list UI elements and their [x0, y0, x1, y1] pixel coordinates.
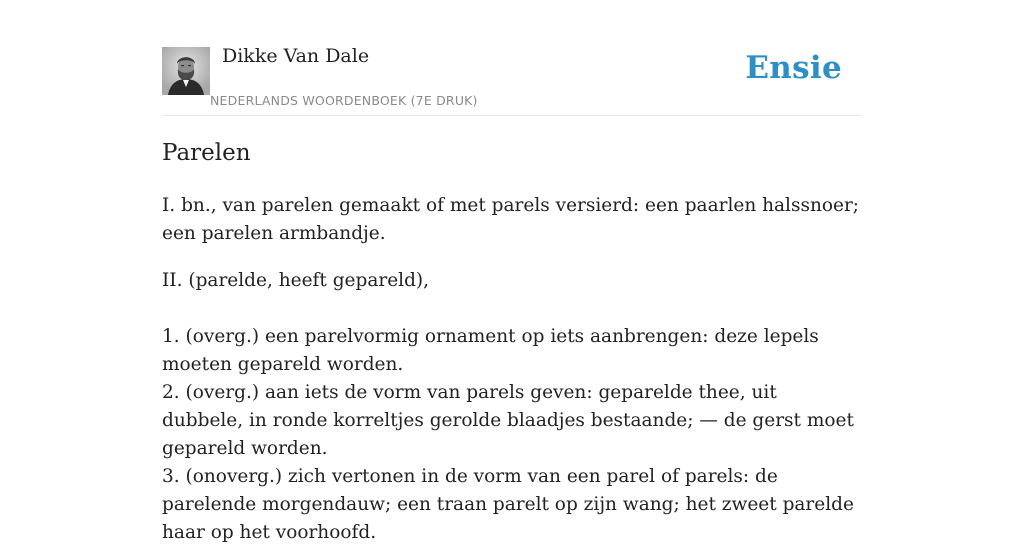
sense-list [162, 323, 862, 547]
definition-part-2-heading: II. (parelde, heeft gepareld), [162, 270, 430, 291]
page-title: Parelen [162, 140, 251, 166]
content-container [162, 0, 862, 543]
sense-item: 2. (overg.) aan iets de vorm van parels geven: geparelde thee, uit dubbele, in ronde korreltjes gerolde blaadjes bestaande; — de gerst moet gepareld worden. [162, 382, 854, 459]
definition-body [162, 192, 862, 547]
sense-item: 1. (overg.) een parelvormig ornament op iets aanbrengen: deze lepels moeten gepareld worden. [162, 326, 819, 375]
header [162, 0, 862, 116]
definition-part-1: I. bn., van parelen gemaakt of met parels versierd: een paarlen halssnoer; een parelen armbandje. [162, 195, 860, 244]
author-name[interactable]: Dikke Van Dale [222, 45, 370, 67]
source-label: NEDERLANDS WOORDENBOEK (7E DRUK) [210, 93, 478, 108]
sense-item: 3. (onoverg.) zich vertonen in de vorm van een parel of parels: de parelende morgendauw; een traan parelt op zijn wang; het zweet parelde haar op het voorhoofd. [162, 466, 854, 543]
avatar[interactable] [162, 47, 210, 95]
portrait-photo-icon [162, 47, 210, 95]
ensie-logo[interactable]: Ensie [745, 50, 842, 86]
